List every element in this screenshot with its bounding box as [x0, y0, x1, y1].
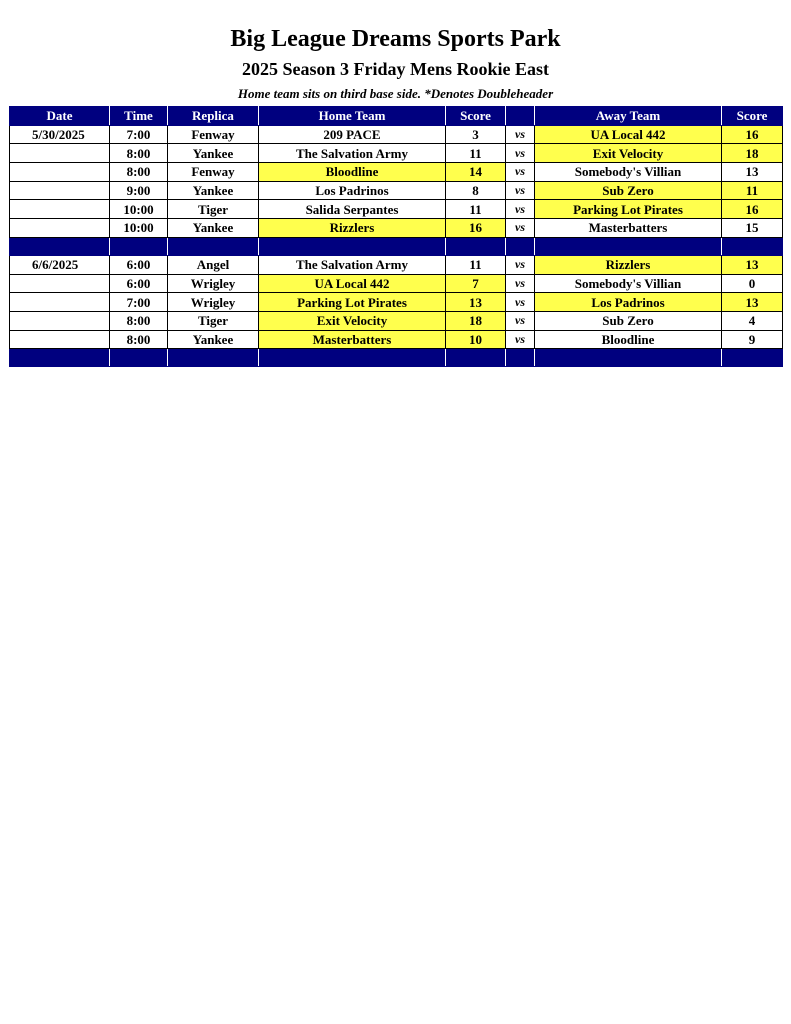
separator-cell: [722, 237, 783, 255]
vs-label: vs: [506, 219, 535, 238]
home-score-cell: 8: [446, 181, 506, 200]
replica-cell: Yankee: [168, 330, 259, 349]
game-row: [10, 163, 783, 182]
vs-label: vs: [506, 255, 535, 274]
away-team-cell: Sub Zero: [535, 181, 722, 200]
away-score-cell: 9: [722, 330, 783, 349]
home-score-cell: 11: [446, 200, 506, 219]
game-row: [10, 144, 783, 163]
separator-cell: [506, 237, 535, 255]
separator-cell: [446, 349, 506, 367]
separator-cell: [110, 237, 168, 255]
home-team-cell: Bloodline: [259, 163, 446, 182]
time-cell: 8:00: [110, 311, 168, 330]
game-row: [10, 330, 783, 349]
away-score-cell: 0: [722, 274, 783, 293]
away-score-cell: 13: [722, 293, 783, 312]
date-cell: 6/6/2025: [10, 255, 110, 274]
game-row: [10, 200, 783, 219]
time-cell: 8:00: [110, 330, 168, 349]
away-team-cell: Exit Velocity: [535, 144, 722, 163]
date-cell: [10, 293, 110, 312]
away-team-cell: Parking Lot Pirates: [535, 200, 722, 219]
away-score-cell: 15: [722, 219, 783, 238]
replica-cell: Fenway: [168, 163, 259, 182]
away-score-cell: 13: [722, 255, 783, 274]
away-score-cell: 4: [722, 311, 783, 330]
away-team-cell: Rizzlers: [535, 255, 722, 274]
separator-cell: [446, 237, 506, 255]
vs-label: vs: [506, 311, 535, 330]
page-title: Big League Dreams Sports Park: [230, 26, 561, 52]
home-score-cell: 11: [446, 255, 506, 274]
week-separator-row: [10, 349, 783, 367]
time-cell: 6:00: [110, 255, 168, 274]
schedule-table: [9, 106, 783, 367]
separator-cell: [110, 349, 168, 367]
time-cell: 6:00: [110, 274, 168, 293]
home-score-cell: 3: [446, 125, 506, 144]
vs-label: vs: [506, 330, 535, 349]
game-row: [10, 125, 783, 144]
home-team-cell: Parking Lot Pirates: [259, 293, 446, 312]
home-score-cell: 18: [446, 311, 506, 330]
date-cell: [10, 219, 110, 238]
vs-label: vs: [506, 274, 535, 293]
date-cell: [10, 200, 110, 219]
vs-label: vs: [506, 200, 535, 219]
col-header-time: Time: [110, 107, 168, 126]
away-team-cell: Los Padrinos: [535, 293, 722, 312]
away-team-cell: Bloodline: [535, 330, 722, 349]
vs-label: vs: [506, 181, 535, 200]
away-team-cell: Masterbatters: [535, 219, 722, 238]
separator-cell: [535, 237, 722, 255]
page-subtitle: 2025 Season 3 Friday Mens Rookie East: [241, 59, 549, 79]
time-cell: 7:00: [110, 293, 168, 312]
separator-cell: [535, 349, 722, 367]
game-row: [10, 293, 783, 312]
replica-cell: Fenway: [168, 125, 259, 144]
date-cell: [10, 144, 110, 163]
replica-cell: Wrigley: [168, 293, 259, 312]
home-team-cell: The Salvation Army: [259, 144, 446, 163]
week-separator-row: [10, 237, 783, 255]
vs-label: vs: [506, 163, 535, 182]
col-header-away-team: Away Team: [535, 107, 722, 126]
replica-cell: Tiger: [168, 311, 259, 330]
col-header-home-team: Home Team: [259, 107, 446, 126]
home-score-cell: 14: [446, 163, 506, 182]
home-team-cell: Masterbatters: [259, 330, 446, 349]
game-row: [10, 255, 783, 274]
away-team-cell: Somebody's Villian: [535, 274, 722, 293]
vs-label: vs: [506, 144, 535, 163]
col-header-date: Date: [10, 107, 110, 126]
home-score-cell: 11: [446, 144, 506, 163]
game-row: [10, 274, 783, 293]
away-team-cell: UA Local 442: [535, 125, 722, 144]
home-team-cell: UA Local 442: [259, 274, 446, 293]
home-score-cell: 7: [446, 274, 506, 293]
separator-cell: [506, 349, 535, 367]
game-row: [10, 311, 783, 330]
away-score-cell: 11: [722, 181, 783, 200]
replica-cell: Wrigley: [168, 274, 259, 293]
replica-cell: Yankee: [168, 144, 259, 163]
away-team-cell: Somebody's Villian: [535, 163, 722, 182]
game-row: [10, 181, 783, 200]
col-header-home-score: Score: [446, 107, 506, 126]
time-cell: 10:00: [110, 219, 168, 238]
home-team-cell: Rizzlers: [259, 219, 446, 238]
replica-cell: Tiger: [168, 200, 259, 219]
col-header-replica: Replica: [168, 107, 259, 126]
time-cell: 8:00: [110, 144, 168, 163]
date-cell: [10, 330, 110, 349]
date-cell: [10, 181, 110, 200]
separator-cell: [259, 349, 446, 367]
home-team-cell: 209 PACE: [259, 125, 446, 144]
home-score-cell: 10: [446, 330, 506, 349]
away-score-cell: 13: [722, 163, 783, 182]
date-cell: [10, 311, 110, 330]
away-score-cell: 16: [722, 200, 783, 219]
away-team-cell: Sub Zero: [535, 311, 722, 330]
time-cell: 7:00: [110, 125, 168, 144]
date-cell: [10, 274, 110, 293]
away-score-cell: 16: [722, 125, 783, 144]
schedule-note: Home team sits on third base side. *Denotes Doubleheader: [237, 86, 554, 101]
vs-label: vs: [506, 293, 535, 312]
home-team-cell: Los Padrinos: [259, 181, 446, 200]
home-score-cell: 16: [446, 219, 506, 238]
date-cell: 5/30/2025: [10, 125, 110, 144]
col-header-vs: [506, 107, 535, 126]
schedule-body: [10, 125, 783, 367]
col-header-away-score: Score: [722, 107, 783, 126]
game-row: [10, 219, 783, 238]
header-row: [10, 107, 783, 126]
separator-cell: [168, 237, 259, 255]
separator-cell: [168, 349, 259, 367]
home-team-cell: Salida Serpantes: [259, 200, 446, 219]
date-cell: [10, 163, 110, 182]
time-cell: 10:00: [110, 200, 168, 219]
home-score-cell: 13: [446, 293, 506, 312]
home-team-cell: Exit Velocity: [259, 311, 446, 330]
away-score-cell: 18: [722, 144, 783, 163]
separator-cell: [259, 237, 446, 255]
separator-cell: [722, 349, 783, 367]
vs-label: vs: [506, 125, 535, 144]
replica-cell: Angel: [168, 255, 259, 274]
replica-cell: Yankee: [168, 181, 259, 200]
replica-cell: Yankee: [168, 219, 259, 238]
time-cell: 9:00: [110, 181, 168, 200]
separator-cell: [10, 237, 110, 255]
separator-cell: [10, 349, 110, 367]
time-cell: 8:00: [110, 163, 168, 182]
home-team-cell: The Salvation Army: [259, 255, 446, 274]
